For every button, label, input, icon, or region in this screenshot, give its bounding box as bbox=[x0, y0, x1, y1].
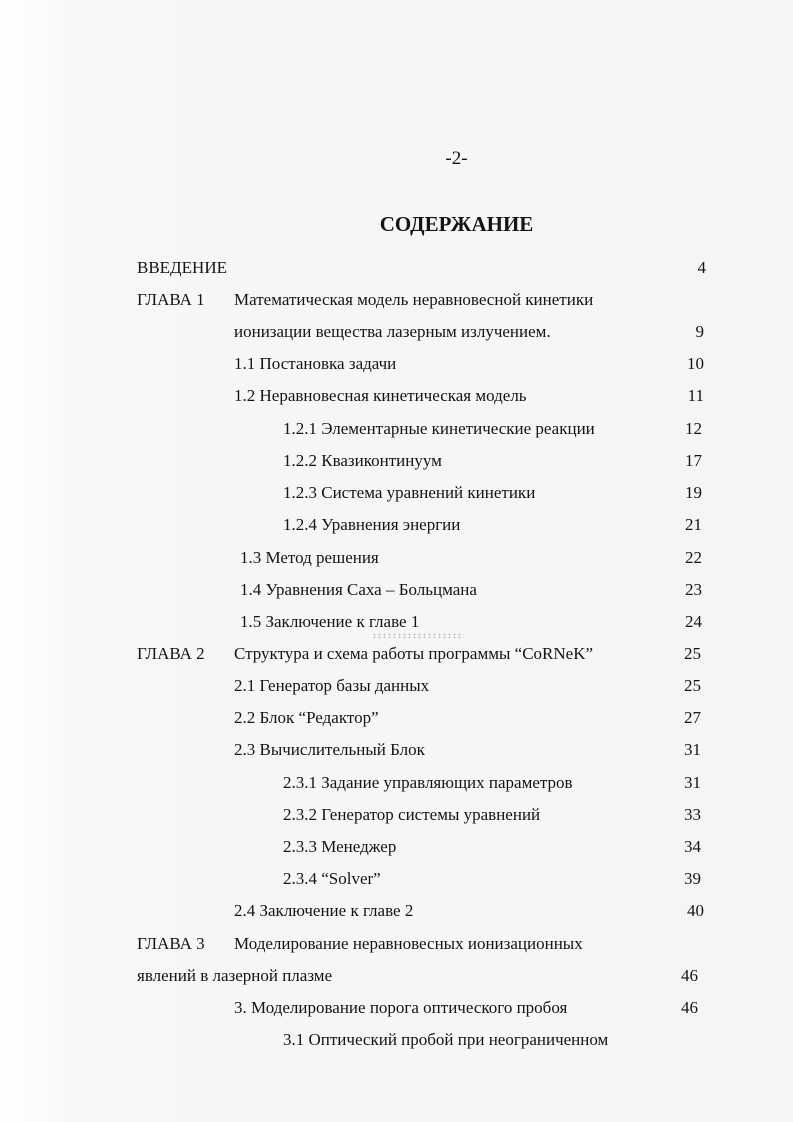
toc-entry bbox=[0, 414, 793, 444]
toc-entry-page: 12 bbox=[685, 419, 702, 438]
toc-entry-page: 39 bbox=[684, 869, 701, 888]
toc-entry-page: 11 bbox=[687, 386, 704, 405]
toc-entry bbox=[0, 349, 793, 379]
toc-entry bbox=[0, 317, 793, 347]
toc-entry bbox=[0, 671, 793, 701]
toc-entry-text: 2.4 Заключение к главе 2 bbox=[234, 901, 414, 920]
toc-entry-text: 1.5 Заключение к главе 1 bbox=[240, 612, 420, 631]
toc-entry-page: 46 bbox=[681, 966, 698, 985]
toc-entry-page: 21 bbox=[685, 515, 702, 534]
toc-entry bbox=[0, 1025, 793, 1055]
toc-entry-text: 2.3.2 Генератор системы уравнений bbox=[283, 805, 541, 824]
toc-entry-text: ионизации вещества лазерным излучением. bbox=[234, 322, 551, 341]
toc-entry bbox=[0, 285, 793, 315]
toc-entry bbox=[0, 639, 793, 669]
toc-entry bbox=[0, 800, 793, 830]
toc-entry-text: 1.2 Неравновесная кинетическая модель bbox=[234, 386, 527, 405]
toc-entry bbox=[0, 510, 793, 540]
toc-entry-text: Моделирование неравновесных ионизационных bbox=[234, 934, 583, 953]
toc-entry bbox=[0, 768, 793, 798]
toc-entry bbox=[0, 703, 793, 733]
toc-entry-text: Структура и схема работы программы “CoRNeK” bbox=[234, 644, 594, 663]
toc-entry bbox=[0, 735, 793, 765]
toc-entry-number: ГЛАВА 3 bbox=[137, 934, 205, 953]
toc-entry-page: 17 bbox=[685, 451, 702, 470]
toc-entry-page: 25 bbox=[684, 644, 701, 663]
toc-entry-text: 3. Моделирование порога оптического пробоя bbox=[234, 998, 568, 1017]
toc-entry-page: 9 bbox=[695, 322, 704, 341]
toc-entry-text: 1.2.2 Квазиконтинуум bbox=[283, 451, 442, 470]
toc-entry-number: ВВЕДЕНИЕ bbox=[137, 258, 227, 277]
toc-entry-text: 1.4 Уравнения Саха – Больцмана bbox=[240, 580, 477, 599]
toc-entry-text: 1.2.3 Система уравнений кинетики bbox=[283, 483, 536, 502]
toc-entry-number: ГЛАВА 2 bbox=[137, 644, 205, 663]
toc-entry-text: 1.3 Метод решения bbox=[240, 548, 379, 567]
toc-entry-number: ГЛАВА 1 bbox=[137, 290, 205, 309]
toc-entry-page: 10 bbox=[687, 354, 704, 373]
toc-entry-page: 33 bbox=[684, 805, 701, 824]
toc-entry bbox=[0, 864, 793, 894]
toc-entry-text: явлений в лазерной плазме bbox=[137, 966, 333, 985]
page-number: -2- bbox=[445, 148, 468, 169]
toc-entry-page: 25 bbox=[684, 676, 701, 695]
toc-entry-text: 1.2.1 Элементарные кинетические реакции bbox=[283, 419, 595, 438]
toc-entry-page: 40 bbox=[687, 901, 704, 920]
toc-entry-page: 19 bbox=[685, 483, 702, 502]
toc-entry-text: 1.2.4 Уравнения энергии bbox=[283, 515, 461, 534]
toc-entry bbox=[0, 993, 793, 1023]
toc-entry-text: 2.1 Генератор базы данных bbox=[234, 676, 430, 695]
toc-entry bbox=[0, 543, 793, 573]
scan-speck bbox=[372, 633, 464, 638]
toc-entry-page: 22 bbox=[685, 548, 702, 567]
toc-entry bbox=[0, 253, 793, 283]
toc-entry-text: 2.3.3 Менеджер bbox=[283, 837, 397, 856]
toc-entry-text: Математическая модель неравновесной кинетики bbox=[234, 290, 594, 309]
toc-entry-text: 3.1 Оптический пробой при неограниченном bbox=[283, 1030, 609, 1049]
toc-entry-page: 4 bbox=[697, 258, 706, 277]
toc-entry-page: 31 bbox=[684, 773, 701, 792]
toc-entry-page: 46 bbox=[681, 998, 698, 1017]
toc-entry bbox=[0, 929, 793, 959]
toc-entry-text: 2.3.1 Задание управляющих параметров bbox=[283, 773, 573, 792]
toc-entry bbox=[0, 381, 793, 411]
toc-entry bbox=[0, 896, 793, 926]
toc-entry bbox=[0, 478, 793, 508]
toc-entry-text: 2.2 Блок “Редактор” bbox=[234, 708, 379, 727]
toc-entry-text: 2.3.4 “Solver” bbox=[283, 869, 381, 888]
toc-entry-page: 24 bbox=[685, 612, 702, 631]
toc-entry bbox=[0, 832, 793, 862]
toc-entry bbox=[0, 575, 793, 605]
toc-entry-page: 31 bbox=[684, 740, 701, 759]
toc-entry-page: 27 bbox=[684, 708, 701, 727]
toc-entry bbox=[0, 961, 793, 991]
toc-entry-page: 34 bbox=[684, 837, 701, 856]
toc-entry-text: 2.3 Вычислительный Блок bbox=[234, 740, 425, 759]
toc-entry bbox=[0, 446, 793, 476]
toc-entry-text: 1.1 Постановка задачи bbox=[234, 354, 397, 373]
toc-title: СОДЕРЖАНИЕ bbox=[379, 212, 534, 236]
toc-entry-page: 23 bbox=[685, 580, 702, 599]
